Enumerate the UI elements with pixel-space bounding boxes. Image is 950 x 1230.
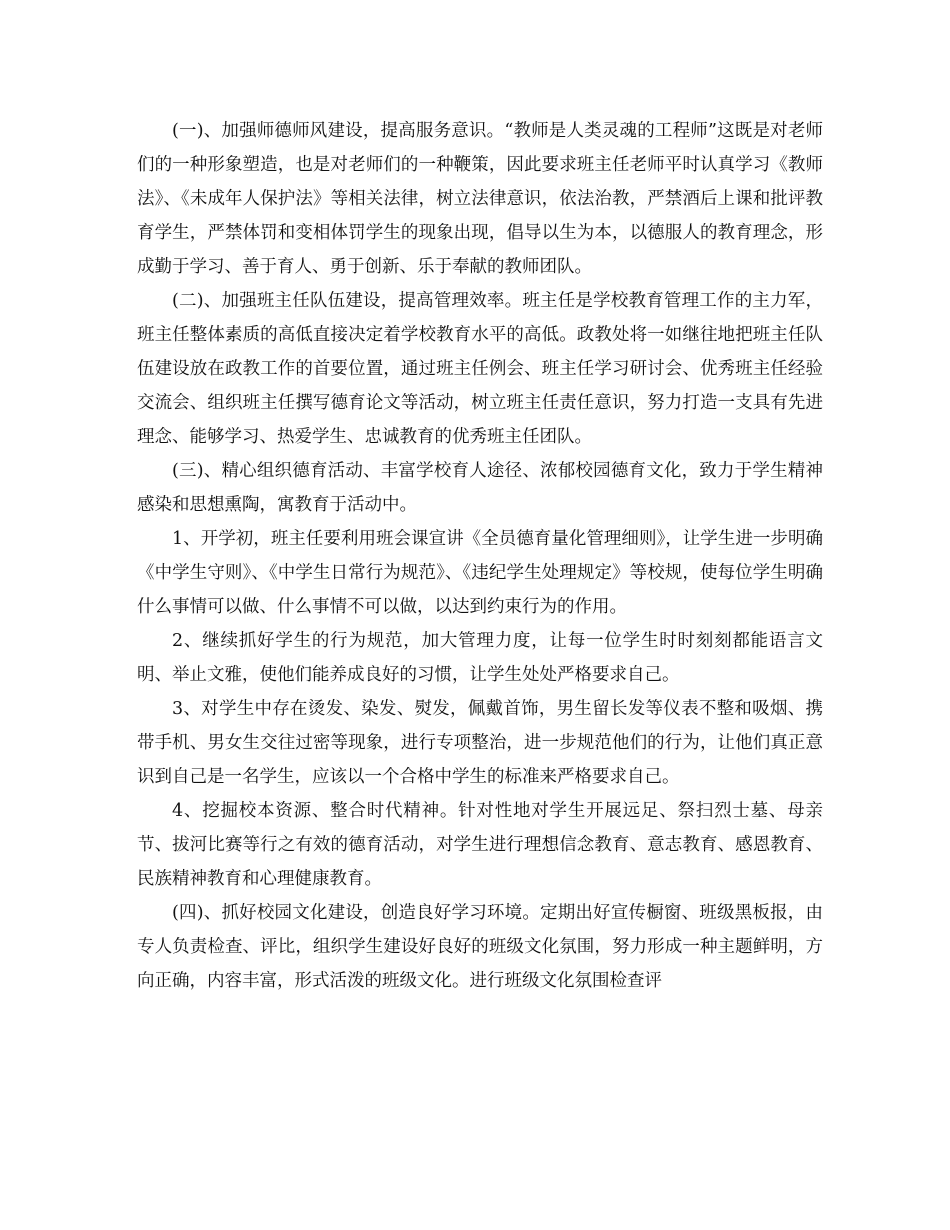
paragraph-item-4: 4、挖掘校本资源、整合时代精神。针对性地对学生开展远足、祭扫烈士墓、母亲节、拔河比赛等行之有效的德育活动，对学生进行理想信念教育、意志教育、感恩教育、民族精神教育和心理健康教育。 <box>137 801 823 889</box>
paragraph-item-3: 3、对学生中存在烫发、染发、熨发，佩戴首饰，男生留长发等仪表不整和吸烟、携带手机、男女生交往过密等现象，进行专项整治，进一步规范他们的行为，让他们真正意识到自己是一名学生，应该以一个合格中学生的标准来严格要求自己。 <box>137 699 823 787</box>
paragraph-item-2: 2、继续抓好学生的行为规范，加大管理力度，让每一位学生时时刻刻都能语言文明、举止文雅，使他们能养成良好的习惯，让学生处处严格要求自己。 <box>137 631 823 685</box>
document-body <box>137 114 823 998</box>
paragraph-head-teacher-team: (二)、加强班主任队伍建设，提高管理效率。班主任是学校教育管理工作的主力军，班主任整体素质的高低直接决定着学校教育水平的高低。政教处将一如继往地把班主任队伍建设放在政教工作的首要位置，通过班主任例会、班主任学习研讨会、优秀班主任经验交流会、组织班主任撰写德育论文等活动，树立班主任责任意识，努力打造一支具有先进理念、能够学习、热爱学生、忠诚教育的优秀班主任团队。 <box>137 291 823 447</box>
paragraph-campus-culture: (四)、抓好校园文化建设，创造良好学习环境。定期出好宣传橱窗、班级黑板报，由专人负责检查、评比，组织学生建设好良好的班级文化氛围，努力形成一种主题鲜明，方向正确，内容丰富，形式活泼的班级文化。进行班级文化氛围检查评 <box>137 903 823 991</box>
paragraph-item-1: 1、开学初，班主任要利用班会课宣讲《全员德育量化管理细则》，让学生进一步明确《中学生守则》、《中学生日常行为规范》、《违纪学生处理规定》等校规，使每位学生明确什么事情可以做、什么事情不可以做，以达到约束行为的作用。 <box>137 529 823 617</box>
paragraph-teacher-ethics: (一)、加强师德师风建设，提高服务意识。“教师是人类灵魂的工程师”这既是对老师们的一种形象塑造，也是对老师们的一种鞭策，因此要求班主任老师平时认真学习《教师法》、《未成年人保护法》等相关法律，树立法律意识，依法治教，严禁酒后上课和批评教育学生，严禁体罚和变相体罚学生的现象出现，倡导以生为本，以德服人的教育理念，形成勤于学习、善于育人、勇于创新、乐于奉献的教师团队。 <box>137 121 823 277</box>
paragraph-moral-activities: (三)、精心组织德育活动、丰富学校育人途径、浓郁校园德育文化，致力于学生精神感染和思想熏陶，寓教育于活动中。 <box>137 461 823 515</box>
